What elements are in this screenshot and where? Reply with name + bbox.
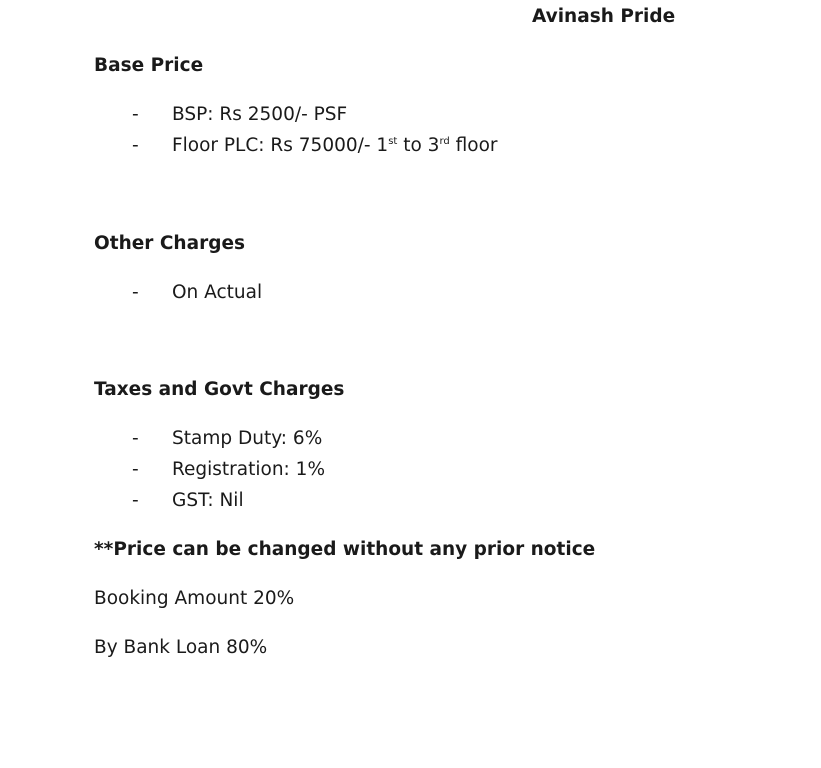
price-notice: **Price can be changed without any prior notice (94, 539, 596, 560)
floor-plc-text-c: floor (449, 135, 498, 156)
other-charges-heading: Other Charges (94, 233, 246, 254)
booking-amount: Booking Amount 20% (94, 588, 295, 609)
bank-loan: By Bank Loan 80% (94, 637, 268, 658)
floor-plc-text-b: to 3 (397, 135, 440, 156)
bullet-dash: - (132, 428, 139, 449)
bullet-dash: - (132, 459, 139, 480)
taxes-heading: Taxes and Govt Charges (94, 379, 345, 400)
bullet-dash: - (132, 104, 139, 125)
list-item-stamp-duty (132, 428, 322, 449)
base-price-heading: Base Price (94, 55, 204, 76)
bullet-dash: - (132, 282, 139, 303)
bullet-dash: - (132, 490, 139, 511)
on-actual-text: On Actual (172, 282, 263, 303)
list-item-gst (132, 490, 244, 511)
list-item-floor-plc (132, 135, 498, 156)
bsp-text: BSP: Rs 2500/- PSF (172, 104, 348, 125)
registration-text: Registration: 1% (172, 459, 326, 480)
floor-plc-text-a: Floor PLC: Rs 75000/- 1 (172, 135, 389, 156)
bullet-dash: - (132, 135, 139, 156)
list-item-bsp (132, 104, 347, 125)
document-title: Avinash Pride (532, 6, 676, 27)
list-item-registration (132, 459, 325, 480)
stamp-duty-text: Stamp Duty: 6% (172, 428, 323, 449)
floor-plc-sup-b: rd (439, 136, 450, 147)
gst-text: GST: Nil (172, 490, 244, 511)
floor-plc-sup-a: st (388, 136, 398, 147)
list-item-on-actual (132, 282, 262, 303)
